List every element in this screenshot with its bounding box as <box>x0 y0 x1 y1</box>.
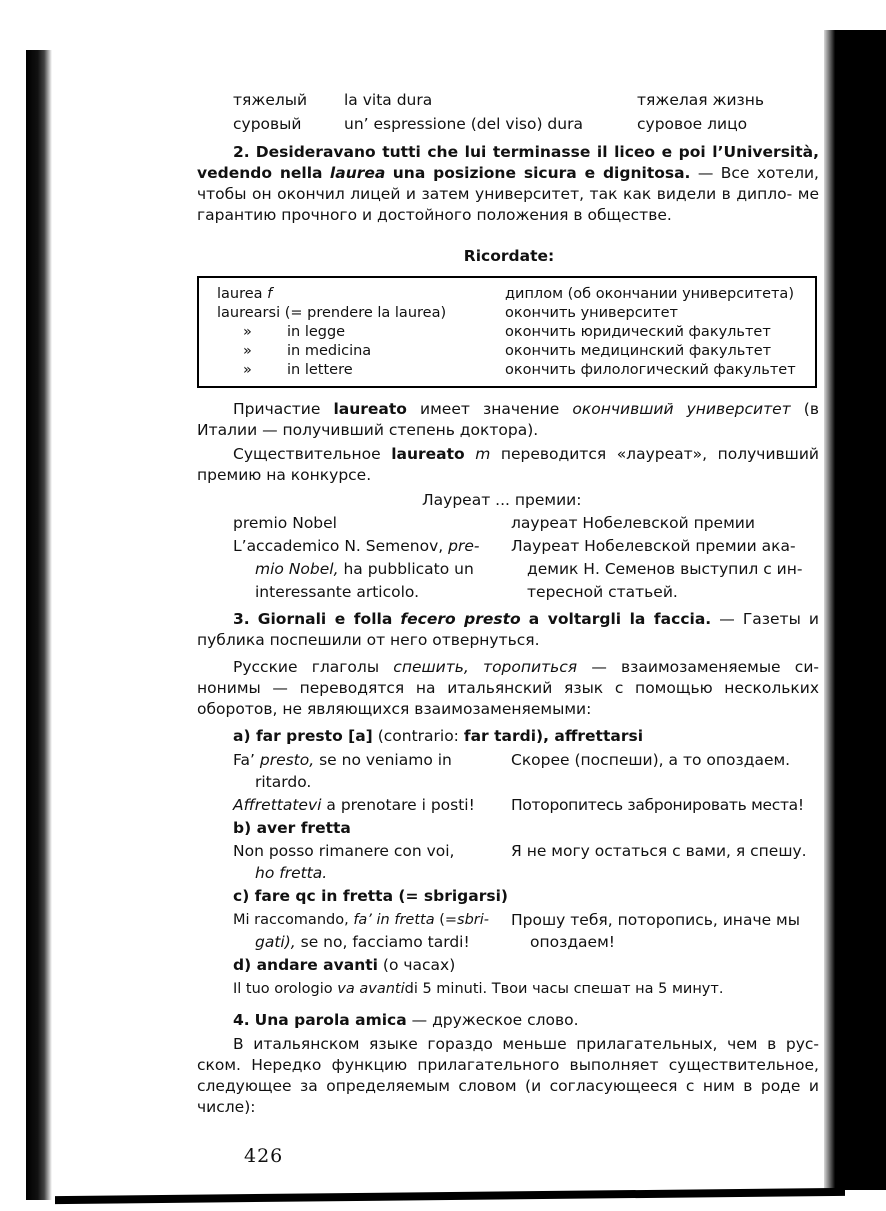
section-4-heading <box>233 1010 579 1031</box>
box-row-ru: диплом (об окончании университета) <box>505 286 794 302</box>
text-run: (= <box>439 912 458 928</box>
text-run: Русские глаголы <box>233 658 380 676</box>
italic-run: va avanti <box>337 981 405 997</box>
item-d-heading <box>233 955 455 976</box>
russian-translation: — Все хотели, <box>697 164 819 182</box>
vocabulary-box <box>197 276 817 388</box>
text-run: В итальянском языке гораздо меньше прилагательных, чем в рус- <box>233 1035 819 1053</box>
table-cell-tr: тяжелая жизнь <box>637 91 765 109</box>
section-3-paragraph <box>197 609 819 651</box>
russian-translation: — дружеское слово. <box>411 1011 579 1029</box>
text-run: se no, facciamo tardi! <box>300 933 470 951</box>
italian-sentence: Una parola amica <box>254 1011 407 1029</box>
section-number: 3. <box>233 610 250 628</box>
text-run: нонимы — переводятся на итальянский язык с помощью нескольких <box>197 679 819 697</box>
italic-run: pre- <box>448 537 480 555</box>
italic-run: sbri- <box>457 912 489 928</box>
scan-right-edge <box>824 30 886 1190</box>
example-ru: лауреат Нобелевской премии <box>511 514 755 532</box>
verbs-paragraph <box>197 657 819 720</box>
scan-left-edge <box>26 50 52 1200</box>
box-row-it <box>217 285 272 304</box>
example-ru: Лауреат Нобелевской премии ака- <box>511 537 796 555</box>
italic-run: presto, <box>259 751 315 769</box>
box-row-ru: окончить филологический факультет <box>505 362 796 378</box>
example-ru: Я не могу остаться с вами, я спешу. <box>511 842 807 860</box>
scan-bottom-edge <box>55 1188 845 1204</box>
example-ru: демик Н. Семенов выступил с ин- <box>527 560 803 578</box>
italic-run: спешить, торопиться <box>393 658 578 676</box>
italian-sentence: Desideravano tutti che lui terminasse il liceo e poi l’Università, <box>255 143 819 161</box>
table-cell-tr: суровое лицо <box>637 115 748 133</box>
text-run: имеет значение <box>420 400 560 418</box>
text-run: (contrario: <box>377 727 459 745</box>
italian-keyword: laureato <box>391 445 465 463</box>
text-run: оборотов, не являющихся взаимозаменяемыми: <box>197 700 592 718</box>
laureato-noun-paragraph <box>197 444 819 486</box>
box-row-ru: окончить университет <box>505 305 678 321</box>
table-cell-ru: тяжелый <box>233 91 308 109</box>
ricordate-heading: Ricordate: <box>463 247 555 265</box>
example-it <box>255 559 474 580</box>
russian-translation: — Газеты <box>719 610 801 628</box>
example-it: premio Nobel <box>233 514 337 532</box>
text-run: ha pubblicato un <box>343 560 474 578</box>
text-run: a prenotare i posti! <box>326 796 475 814</box>
italian-keyword: fecero presto <box>400 610 521 628</box>
text-run: Причастие <box>233 400 321 418</box>
gender-mark: f <box>267 286 273 302</box>
example-ru: Твои часы спешат на 5 минут. <box>491 981 724 997</box>
item-b-heading: b) aver fretta <box>233 819 351 837</box>
example-it <box>233 910 489 931</box>
box-row-ru: окончить юридический факультет <box>505 324 771 340</box>
example-it <box>255 932 470 953</box>
italian-sentence: vedendo nella <box>197 164 323 182</box>
italian-sentence: una posizione sicura e dignitosa. <box>392 164 691 182</box>
russian-translation: ме гарантию прочного и достойного положения в обществе. <box>197 185 819 224</box>
example-it <box>233 979 723 1000</box>
box-row-it: laurearsi (= prendere la laurea) <box>217 305 447 321</box>
example-it: interessante articolo. <box>255 583 420 601</box>
text-run: премию на конкурсе. <box>197 466 372 484</box>
text-run: (о часах) <box>382 956 456 974</box>
example-it: ho fretta. <box>255 864 328 882</box>
russian-translation: чтобы он окончил лицей и затем университет, так как видели в дипло- <box>197 185 793 203</box>
laureato-participle-paragraph <box>197 399 819 441</box>
box-row-ru: окончить медицинский факультет <box>505 343 772 359</box>
example-it <box>233 536 479 557</box>
bold-run: far tardi), affrettarsi <box>463 727 644 745</box>
gender-mark: m <box>475 445 491 463</box>
page-number: 426 <box>244 1145 284 1167</box>
example-ru: Прошу тебя, поторопись, иначе мы <box>511 911 800 929</box>
item-a-heading <box>233 726 643 747</box>
text-run: di 5 minuti. <box>404 981 488 997</box>
text-run: — взаимозаменяемые си- <box>591 658 819 676</box>
text-run: se no veniamo in <box>319 751 452 769</box>
example-ru: тересной статьей. <box>527 583 678 601</box>
italian-sentence: Giornali e folla <box>257 610 393 628</box>
section-number: 4. <box>233 1011 250 1029</box>
text-run: и числе): <box>197 1077 819 1116</box>
table-cell-ru: суровый <box>233 115 302 133</box>
closing-paragraph <box>197 1034 819 1118</box>
example-it <box>233 750 452 771</box>
example-ru: опоздаем! <box>530 933 616 951</box>
text-run: Il tuo orologio <box>233 981 333 997</box>
ditto-mark: » <box>243 343 252 359</box>
box-term: laurea <box>217 286 263 302</box>
box-row-it: in medicina <box>287 343 372 359</box>
bold-run: a) far presto [a] <box>233 727 373 745</box>
laureat-subheading: Лауреат ... премии: <box>422 491 582 509</box>
table-row <box>233 90 307 111</box>
section-number: 2. <box>233 143 250 161</box>
table-cell-it: un’ espressione (del viso) dura <box>344 115 583 133</box>
italic-run: gati), <box>255 933 296 951</box>
text-run: следующее за определяемым словом (и согласующееся с ним в роде <box>197 1077 801 1095</box>
ditto-mark: » <box>243 324 252 340</box>
item-c-heading: c) fare qc in fretta (= sbrigarsi) <box>233 887 508 905</box>
russian-translation: и публика поспешили от него отвернуться. <box>197 610 819 649</box>
italian-sentence: a voltargli la faccia. <box>528 610 712 628</box>
text-run: L’accademico N. Semenov, <box>233 537 444 555</box>
text-run: ском. Нередко функцию прилагательного выполняет существительное, <box>197 1056 819 1074</box>
example-ru: Поторопитесь забронировать места! <box>511 796 804 814</box>
italian-keyword: laurea <box>329 164 386 182</box>
text-run: Fa’ <box>233 751 255 769</box>
box-row-it: in lettere <box>287 362 353 378</box>
text-run: Существительное <box>233 445 381 463</box>
italic-run: mio Nobel, <box>255 560 339 578</box>
text-run: (в Италии — получивший степень доктора). <box>197 400 819 439</box>
example-it: Non posso rimanere con voi, <box>233 842 455 860</box>
box-row-it: in legge <box>287 324 346 340</box>
bold-run: d) andare avanti <box>233 956 378 974</box>
italic-meaning: окончивший университет <box>572 400 791 418</box>
italic-run: Affrettatevi <box>233 796 322 814</box>
table-cell-it: la vita dura <box>344 91 433 109</box>
italic-run: fa’ in fretta <box>353 912 435 928</box>
example-it: ritardo. <box>255 773 312 791</box>
section-2-paragraph <box>197 142 819 226</box>
example-ru: Скорее (поспеши), а то опоздаем. <box>511 751 791 769</box>
example-it <box>233 795 475 816</box>
ditto-mark: » <box>243 362 252 378</box>
italian-keyword: laureato <box>333 400 407 418</box>
text-run: Mi raccomando, <box>233 912 349 928</box>
text-run: переводится «лауреат», получивший <box>500 445 819 463</box>
